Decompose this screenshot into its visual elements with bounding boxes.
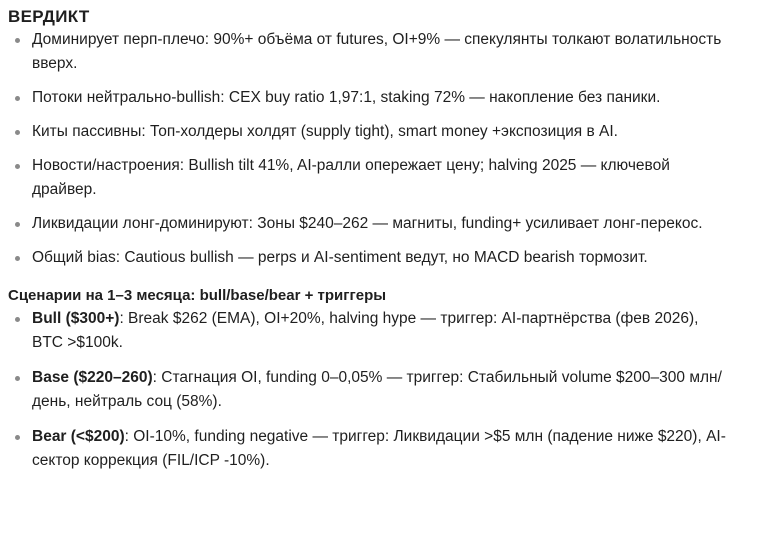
verdict-item-whales: Киты пассивны: Топ-холдеры холдят (supply tight), smart money +экспозиция в AI. — [8, 120, 732, 144]
verdict-item-news-sentiment: Новости/настроения: Bullish tilt 41%, AI-ралли опережает цену; halving 2025 — ключевой драйвер. — [8, 154, 732, 202]
verdict-heading: ВЕРДИКТ — [8, 7, 90, 26]
scenario-name-bear: Bear (<$200) — [32, 428, 125, 445]
scenario-name-base: Base ($220–260) — [32, 369, 153, 386]
scenario-item-bull — [8, 307, 732, 355]
scenario-item-base — [8, 366, 732, 414]
scenario-text-bull: : Break $262 (EMA), OI+20%, halving hype — триггер: AI-партнёрства (фев 2026), BTC >$100k. — [32, 310, 699, 351]
scenarios-heading: Сценарии на 1–3 месяца: bull/base/bear + триггеры — [8, 287, 387, 304]
scenario-text-bear: : OI-10%, funding negative — триггер: Ликвидации >$5 млн (падение ниже $220), AI-сектор коррекция (FIL/ICP -10%). — [32, 428, 726, 469]
verdict-item-perp-leverage: Доминирует перп-плечо: 90%+ объёма от futures, OI+9% — спекулянты толкают волатильность вверх. — [8, 28, 732, 76]
scenario-list — [8, 307, 758, 473]
scenario-text-base: : Стагнация OI, funding 0–0,05% — триггер: Стабильный volume $200–300 млн/день, нейтраль соц (58%). — [32, 369, 722, 410]
verdict-list — [8, 28, 758, 270]
verdict-item-liquidations: Ликвидации лонг-доминируют: Зоны $240–262 — магниты, funding+ усиливает лонг-перекос. — [8, 212, 732, 236]
verdict-item-overall-bias: Общий bias: Cautious bullish — perps и AI-sentiment ведут, но MACD bearish тормозит. — [8, 246, 732, 270]
scenario-name-bull: Bull ($300+) — [32, 310, 120, 327]
scenario-item-bear — [8, 425, 732, 473]
verdict-item-flows: Потоки нейтрально-bullish: CEX buy ratio 1,97:1, staking 72% — накопление без паники. — [8, 86, 732, 110]
